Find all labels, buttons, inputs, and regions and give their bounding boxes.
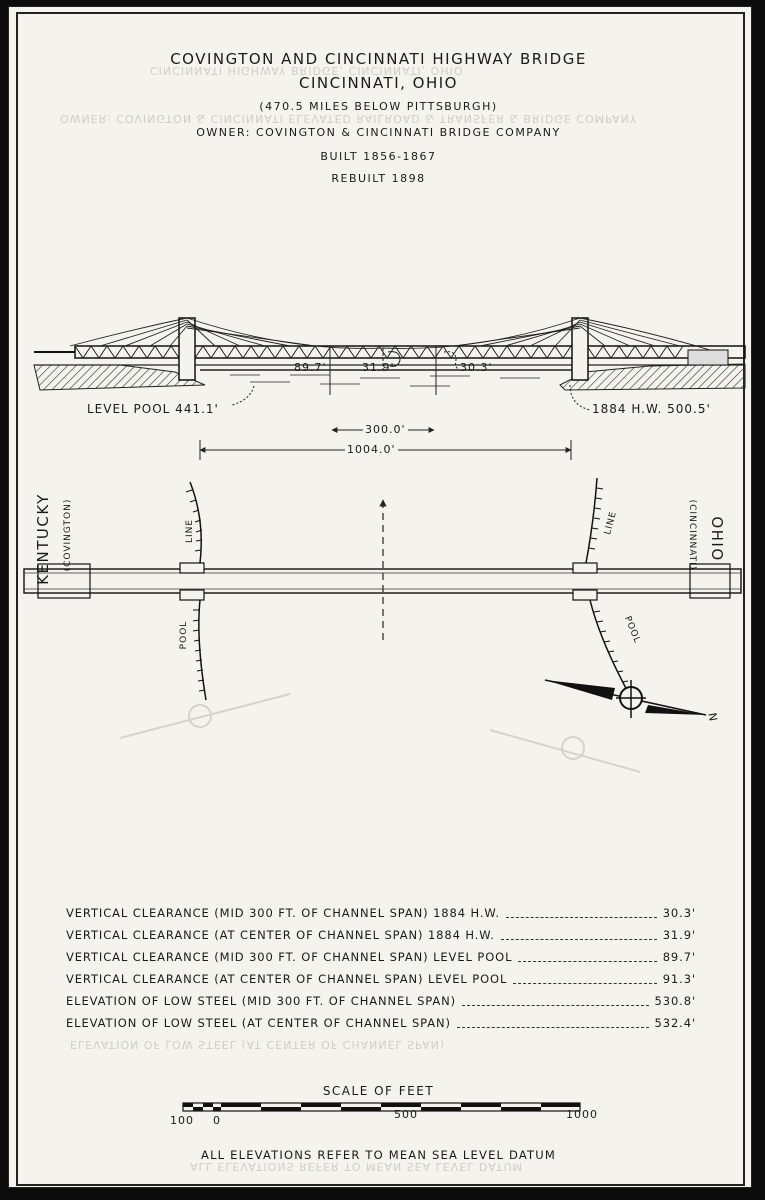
cincinnati-label: (CINCINNATI) [687, 499, 697, 571]
total-span-dimension: 1004.0' [347, 443, 396, 456]
scale-tick-1000: 1000 [566, 1108, 598, 1121]
bridge-elevation [34, 318, 745, 460]
kentucky-label: KENTUCKY [34, 493, 52, 585]
pool-line-label-left-line: LINE [185, 518, 195, 544]
clearance-row [66, 972, 696, 994]
pool-line-label-right-line: LINE [603, 510, 619, 536]
title-line-1: COVINGTON AND CINCINNATI HIGHWAY BRIDGE [170, 50, 587, 68]
clearance-row-value: 89.7' [662, 950, 696, 964]
clearance-row-value: 31.9' [662, 928, 696, 942]
ohio-label: OHIO [708, 516, 726, 562]
clearance-row-description: VERTICAL CLEARANCE (AT CENTER OF CHANNEL SPAN) LEVEL POOL [66, 972, 508, 986]
owner-line: OWNER: COVINGTON & CINCINNATI BRIDGE COMPANY [196, 126, 561, 139]
leader-dashes [457, 1027, 649, 1028]
ghost-text: ALL ELEVATIONS REFER TO MEAN SEA LEVEL DATUM [190, 1160, 524, 1173]
clearance-row-value: 532.4' [654, 1016, 696, 1030]
scale-tick-0: 0 [213, 1114, 221, 1127]
clearance-row-description: ELEVATION OF LOW STEEL (MID 300 FT. OF CHANNEL SPAN) [66, 994, 457, 1008]
clearance-row [66, 950, 696, 972]
north-label: N [705, 711, 720, 724]
ghost-text: ELEVATION OF LOW STEEL (AT CENTER OF CHANNEL SPAN) [70, 1038, 446, 1051]
clearance-row [66, 1016, 696, 1038]
datum-footnote: ALL ELEVATIONS REFER TO MEAN SEA LEVEL DATUM [201, 1148, 556, 1162]
clearance-table [66, 906, 696, 1038]
clearance-row-description: ELEVATION OF LOW STEEL (AT CENTER OF CHANNEL SPAN) [66, 1016, 451, 1030]
river-mile: (470.5 MILES BELOW PITTSBURGH) [259, 100, 498, 113]
clearance-label-right: 30.3' [460, 361, 493, 374]
clearance-row [66, 906, 696, 928]
clearance-row-description: VERTICAL CLEARANCE (AT CENTER OF CHANNEL SPAN) 1884 H.W. [66, 928, 495, 942]
high-water-label: 1884 H.W. 500.5' [592, 402, 711, 416]
rebuilt-line: REBUILT 1898 [331, 172, 426, 185]
leader-dashes [513, 983, 657, 984]
north-arrow-icon [545, 680, 706, 718]
channel-span-dimension: 300.0' [365, 423, 406, 436]
ghost-text: CINCINNATI HIGHWAY BRIDGE, CINCINNATI, OHIO [150, 64, 464, 77]
scale-tick-500: 500 [394, 1108, 418, 1121]
clearance-row-value: 91.3' [662, 972, 696, 986]
clearance-row-description: VERTICAL CLEARANCE (MID 300 FT. OF CHANNEL SPAN) LEVEL POOL [66, 950, 513, 964]
covington-label: (COVINGTON) [63, 498, 73, 572]
leader-dashes [462, 1005, 649, 1006]
leader-dashes [518, 961, 657, 962]
leader-dashes [501, 939, 657, 940]
clearance-row-value: 530.8' [654, 994, 696, 1008]
scale-bar [183, 1103, 580, 1111]
built-line: BUILT 1856-1867 [320, 150, 437, 163]
pool-line-label-left-pool: POOL [179, 620, 189, 650]
ghost-text: OWNER: COVINGTON & CINCINNATI ELEVATED RAILROAD & TRANSFER & BRIDGE COMPANY [60, 112, 638, 125]
clearance-row [66, 928, 696, 950]
pool-line-label-right-pool: POOL [622, 614, 642, 646]
title-line-2: CINCINNATI, OHIO [299, 74, 458, 92]
scale-tick-100: 100 [170, 1114, 194, 1127]
level-pool-label: LEVEL POOL 441.1' [87, 402, 219, 416]
clearance-label-left: 89.7' [294, 361, 327, 374]
scale-title: SCALE OF FEET [322, 1084, 435, 1098]
leader-dashes [506, 917, 657, 918]
clearance-row [66, 994, 696, 1016]
clearance-label-center: 31.9' [362, 361, 395, 374]
clearance-row-value: 30.3' [662, 906, 696, 920]
clearance-row-description: VERTICAL CLEARANCE (MID 300 FT. OF CHANNEL SPAN) 1884 H.W. [66, 906, 500, 920]
